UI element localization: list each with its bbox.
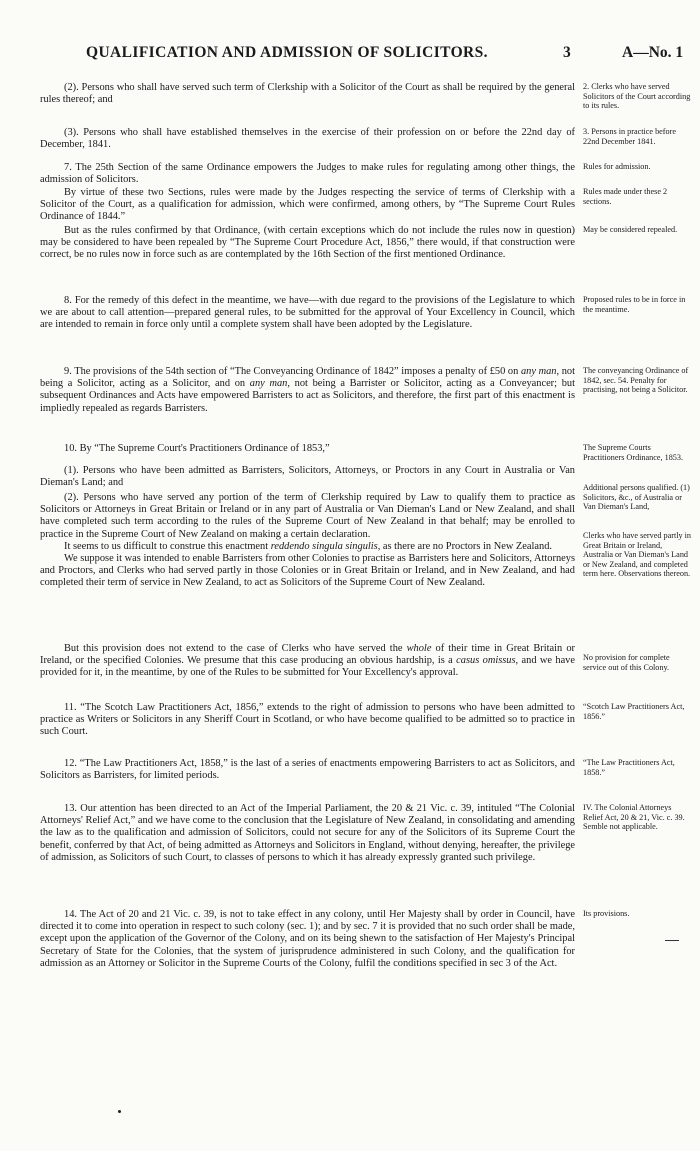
section-text: [40, 702, 575, 739]
section-text: [40, 127, 575, 151]
paragraph: 10. By “The Supreme Court's Practitioners Ordinance of 1853,”: [64, 443, 330, 454]
paragraph: We suppose it was intended to enable Barristers from other Colonies to practise as Barristers here and Solicitors, Attorneys and Proctors, and Clerks who had served partly in those Colonies or in Great Britain or Ireland, and in New Zealand, and had completed their term of service in New Zealand, to act as Solicitors of the Supreme Court of New Zealand.: [40, 553, 575, 589]
section-text: [40, 492, 575, 590]
page-header: [0, 44, 700, 66]
margin-note: IV. The Colonial Attorneys Relief Act, 20 & 21, Vic. c. 39. Semble not applicable.: [583, 803, 685, 832]
paragraph: (3). Persons who shall have established themselves in the exercise of their profession on or before the 22nd day of December, 1841.: [40, 127, 575, 151]
margin-dash: [665, 940, 679, 941]
section-text: [40, 909, 575, 970]
margin-note: “The Law Practitioners Act, 1858.”: [583, 758, 675, 777]
section-text: [40, 225, 575, 262]
margin-note: 2. Clerks who have served Solicitors of the Court according to its rules.: [583, 82, 691, 111]
margin-note: Its provisions.: [583, 909, 630, 918]
margin-note: Proposed rules to be in force in the meantime.: [583, 295, 686, 314]
paper-number: A—No. 1: [622, 44, 684, 61]
margin-note: The Supreme Courts Practitioners Ordinance, 1853.: [583, 443, 684, 462]
section-text: [40, 803, 575, 864]
margin-note: 3. Persons in practice before 22nd December 1841.: [583, 127, 676, 146]
page-title: QUALIFICATION AND ADMISSION OF SOLICITORS.: [86, 44, 488, 61]
paragraph: 14. The Act of 20 and 21 Vic. c. 39, is not to take effect in any colony, until Her Majesty shall by order in Council, have directed it to come into operation in respect to such colony (sec. 1); and by sec. 7 it is provided that no such order shall be made, except upon the application of the Governor of the Colony, and on its being shewn to the satisfaction of Her Majesty's Principal Secretary of State for the Colonies, that the system of jurisprudence administered in such Colony, and the qualification for admission as an Attorney or Solicitor in the Supreme Courts of the Colony, fulfil the conditions specified in sec 3 of the Act.: [40, 909, 575, 969]
paragraph: 11. “The Scotch Law Practitioners Act, 1856,” extends to the right of admission to persons who have been admitted to practice as Writers or Solicitors in any Sheriff Court in Scotland, or who have become qualified to be admitted so to practice in such Court.: [40, 702, 575, 738]
paragraph: By virtue of these two Sections, rules were made by the Judges respecting the service of terms of Clerkship with a Solicitor of the Court, as a qualification for admission, which were confirmed, among others, by “The Supreme Court Rules Ordinance of 1844.”: [40, 187, 575, 223]
margin-note: Additional persons qualified. (1) Solicitors, &c., of Australia or Van Dieman's Land,: [583, 483, 690, 512]
paragraph: 8. For the remedy of this defect in the meantime, we have—with due regard to the provisions of the Legislature to which we are about to call attention—prepared general rules, to be submitted for the approval of Your Excellency in Council, which are intended to remain in force only until a complete system shall have been adopted by the Legislature.: [40, 295, 575, 331]
paragraph: 9. The provisions of the 54th section of “The Conveyancing Ordinance of 1842” imposes a penalty of £50 on any man, not being a Solicitor, acting as a Solicitor, and on any man, not being a Barrister or Solicitor, acting as a Conveyancer; but subsequent Ordinances and Acts have empowered Barristers to act as Solicitors, and therefore, the first part of this enactment is impliedly repealed as regards Barristers.: [40, 366, 575, 414]
margin-note: No provision for complete service out of this Colony.: [583, 653, 670, 672]
paragraph: But this provision does not extend to the case of Clerks who have served the whole of their time in Great Britain or Ireland, or the specified Colonies. We presume that this case producing an obvious hardship, is a casus omissus, and we have provided for it, in the meantime, by one of the Rules to be submitted for Your Excellency's approval.: [40, 643, 575, 679]
ink-dot: [118, 1110, 121, 1113]
section-text: [40, 643, 575, 680]
section-text: [40, 295, 575, 332]
paragraph: (2). Persons who shall have served such term of Clerkship with a Solicitor of the Court as shall be required by the general rules thereof; and: [40, 82, 575, 106]
section-text: [40, 758, 575, 782]
margin-note: Rules for admission.: [583, 162, 651, 171]
paragraph: (1). Persons who have been admitted as Barristers, Solicitors, Attorneys, or Proctors in any Court in Australia or Van Dieman's Land; and: [40, 465, 575, 489]
section-text: [40, 162, 575, 186]
section-text: [40, 187, 575, 224]
margin-note: “Scotch Law Practitioners Act, 1856.”: [583, 702, 685, 721]
margin-note: May be considered repealed.: [583, 225, 678, 234]
paragraph: But as the rules confirmed by that Ordinance, (with certain exceptions which do not include the rules now in question) may be considered to have been repealed by “The Supreme Court Procedure Act, 1856,” there would, if that construction were correct, be no rules now in force such as are contemplated by the 16th Section of the first mentioned Ordinance.: [40, 225, 575, 261]
paragraph: (2). Persons who have served any portion of the term of Clerkship required by Law to qualify them to practice as Solicitors or Attorneys in Great Britain or Ireland or in any part of Australia or Van Dieman's Land or New Zealand, and shall have completed such term according to the rules of the Supreme Court of New Zealand in that behalf; may be enrolled to practice in the Supreme Court of New Zealand on making a certain declaration.: [40, 492, 575, 540]
margin-note: Clerks who have served partly in Great Britain or Ireland, Australia or Van Dieman's Land or New Zealand, and completed term here. Observations thereon.: [583, 531, 692, 579]
section-text: [40, 82, 575, 106]
page-number: 3: [563, 44, 571, 61]
paragraph: It seems to us difficult to construe this enactment reddendo singula singulis, as there are no Proctors in New Zealand.: [64, 540, 552, 552]
section-text: [40, 465, 575, 489]
section-text: [40, 443, 575, 455]
margin-note: The conveyancing Ordinance of 1842, sec. 54. Penalty for practising, not being a Solicitor.: [583, 366, 689, 395]
paragraph: 12. “The Law Practitioners Act, 1858,” is the last of a series of enactments empowering Barristers to act as Solicitors, and Solicitors as Barristers, for limited periods.: [40, 758, 575, 782]
margin-note: Rules made under these 2 sections.: [583, 187, 668, 206]
paragraph: 13. Our attention has been directed to an Act of the Imperial Parliament, the 20 & 21 Vic. c. 39, intituled “The Colonial Attorneys' Relief Act,” and we have come to the conclusion that the Legislature of New Zealand, in consolidating and amending the law as to the qualification and admission of Solicitors, could not secure for any of the Solicitors of its Supreme Court the benefit, conferred by that Act, of being admitted as Attorneys and Solicitors in England, without denying, hereafter, the privilege of admission, as Solicitors of such Court, to classes of persons to which it has already expressly granted such privilege.: [40, 803, 575, 863]
section-text: [40, 366, 575, 415]
paragraph: 7. The 25th Section of the same Ordinance empowers the Judges to make rules for regulating among other things, the admission of Solicitors.: [40, 162, 575, 186]
